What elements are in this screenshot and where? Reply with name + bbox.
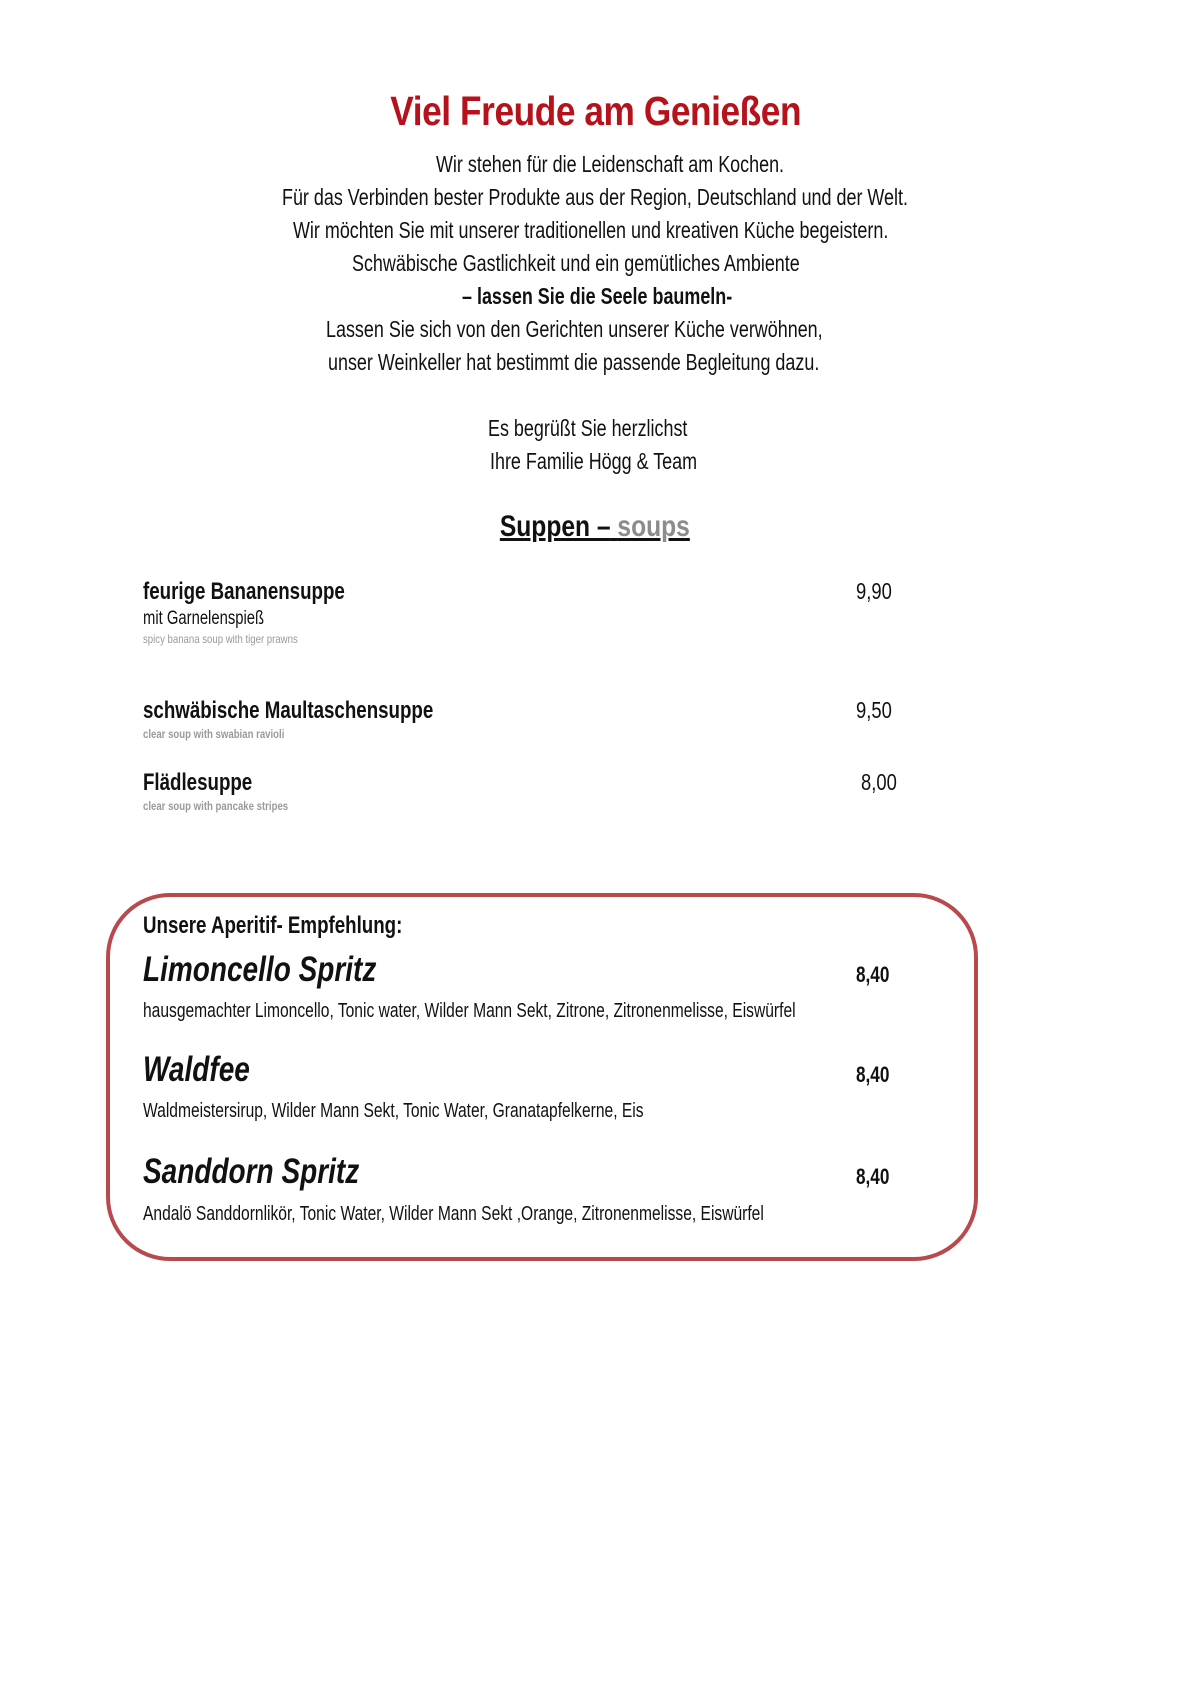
drink-name: Sanddorn Spritz [143,1152,360,1191]
signature-line: Ihre Familie Högg & Team [490,448,698,474]
dish-price: 8,00 [861,769,897,795]
intro-line: unser Weinkeller hat bestimmt die passende Begleitung dazu. [328,349,820,375]
intro-line: Wir möchten Sie mit unserer traditionellen und kreativen Küche begeistern. [293,217,889,243]
drink-description: Waldmeistersirup, Wilder Mann Sekt, Tonic Water, Granatapfelkerne, Eis [143,1100,644,1122]
intro-line-bold: – lassen Sie die Seele baumeln- [462,283,733,309]
dish-price: 9,50 [856,697,892,723]
intro-line: Wir stehen für die Leidenschaft am Kochen. [436,151,785,177]
dish-item [143,578,402,646]
drink-price: 8,40 [856,1062,890,1087]
dish-price: 9,90 [856,578,892,604]
dish-english: spicy banana soup with tiger prawns [143,632,298,646]
dish-item [143,769,324,813]
drink-price: 8,40 [856,1164,890,1189]
soups-heading [0,510,1190,544]
dish-item [143,697,515,741]
intro-line: Schwäbische Gastlichkeit und ein gemütliches Ambiente [352,250,800,276]
greeting-line: Es begrüßt Sie herzlichst [488,415,688,441]
aperitif-title: Unsere Aperitif- Empfehlung: [143,912,403,939]
soups-heading-en: soups [617,510,691,543]
dish-name: feurige Bananensuppe [143,578,345,605]
intro-line: Für das Verbinden bester Produkte aus der Region, Deutschland und der Welt. [282,184,908,210]
dish-subtitle: mit Garnelenspieß [143,608,265,629]
drink-price: 8,40 [856,962,890,987]
drink-name: Waldfee [143,1050,250,1089]
dish-english: clear soup with pancake stripes [143,799,289,813]
dish-name: Flädlesuppe [143,769,253,796]
drink-description: Andalö Sanddornlikör, Tonic Water, Wilder Mann Sekt ,Orange, Zitronenmelisse, Eiswürfel [143,1203,764,1225]
dish-name: schwäbische Maultaschensuppe [143,697,434,724]
page-title: Viel Freude am Genießen [390,88,802,134]
dish-english: clear soup with swabian ravioli [143,727,285,741]
drink-description: hausgemachter Limoncello, Tonic water, Wilder Mann Sekt, Zitrone, Zitronenmelisse, Eiswürfel [143,1000,796,1022]
intro-text [0,148,1190,478]
intro-line: Lassen Sie sich von den Gerichten unserer Küche verwöhnen, [326,316,823,342]
drink-name: Limoncello Spritz [143,950,377,989]
soups-heading-de: Suppen – [499,510,611,543]
